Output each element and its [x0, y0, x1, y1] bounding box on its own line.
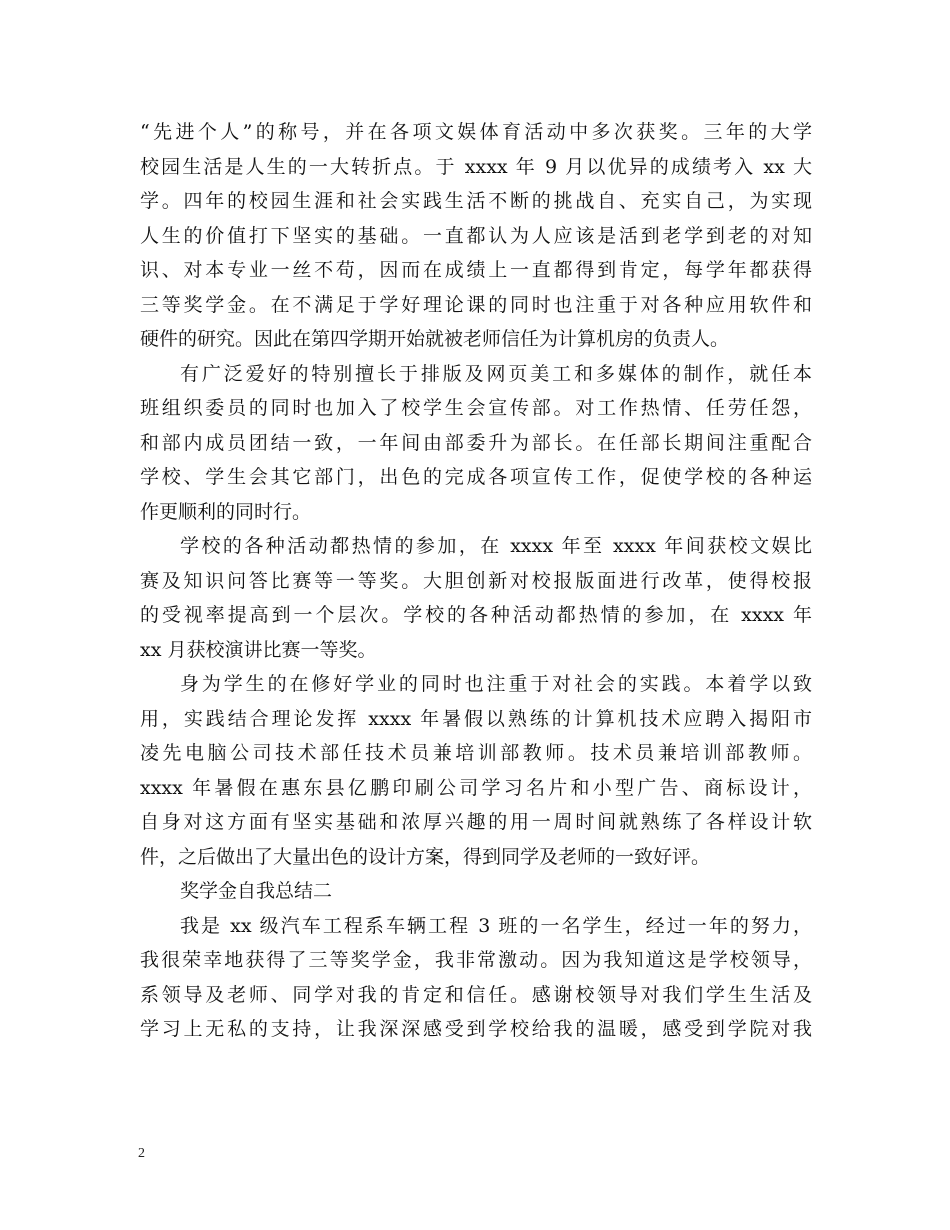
text-line: 作更顺利的同时行。 [140, 500, 312, 523]
section-heading: 奖学金自我总结二 [180, 880, 333, 902]
text-line: 身为学生的在修好学业的同时也注重于对社会的实践。本着学以致 [180, 673, 812, 695]
text-line: 人生的价值打下坚实的基础。一直都认为人应该是活到老学到老的对知 [140, 224, 812, 247]
text-line: 凌先电脑公司技术部任技术员兼培训部教师。技术员兼培训部教师。 [140, 742, 812, 764]
text-line: 学校的各种活动都热情的参加，在 xxxx 年至 xxxx 年间获校文娱比 [180, 535, 812, 557]
text-line: 学。四年的校园生涯和社会实践生活不断的挑战自、充实自己，为实现 [140, 190, 812, 212]
text-line: 和部内成员团结一致，一年间由部委升为部长。在任部长期间注重配合 [140, 431, 812, 454]
text-line: 校园生活是人生的一大转折点。于 xxxx 年 9 月以优异的成绩考入 xx 大 [140, 155, 812, 178]
text-line: 系领导及老师、同学对我的肯定和信任。感谢校领导对我们学生生活及 [140, 983, 812, 1006]
text-line: 自身对这方面有坚实基础和浓厚兴趣的用一周时间就熟练了各样设计软 [140, 811, 812, 833]
text-line: 三等奖学金。在不满足于学好理论课的同时也注重于对各种应用软件和 [140, 293, 812, 316]
text-line: 用，实践结合理论发挥 xxxx 年暑假以熟练的计算机技术应聘入揭阳市 [140, 707, 812, 730]
text-line: xx 月获校演讲比赛一等奖。 [140, 638, 377, 661]
text-line: 的受视率提高到一个层次。学校的各种活动都热情的参加，在 xxxx 年 [140, 604, 812, 626]
text-line: xxxx 年暑假在惠东县亿鹏印刷公司学习名片和小型广告、商标设计， [140, 776, 812, 799]
page-number: 2 [138, 1146, 145, 1161]
text-line: 学校、学生会其它部门，出色的完成各项宣传工作，促使学校的各种运 [140, 466, 812, 488]
text-line: “先进个人”的称号，并在各项文娱体育活动中多次获奖。三年的大学 [140, 121, 812, 143]
text-line: 识、对本专业一丝不苟，因而在成绩上一直都得到肯定，每学年都获得 [140, 259, 812, 281]
text-line: 硬件的研究。因此在第四学期开始就被老师信任为计算机房的负责人。 [140, 328, 730, 350]
text-line: 件，之后做出了大量出色的设计方案，得到同学及老师的一致好评。 [140, 845, 711, 868]
text-line: 赛及知识问答比赛等一等奖。大胆创新对校报版面进行改革，使得校报 [140, 569, 812, 592]
text-line: 我很荣幸地获得了三等奖学金，我非常激动。因为我知道这是学校领导， [140, 949, 812, 971]
text-line: 班组织委员的同时也加入了校学生会宣传部。对工作热情、任劳任怨， [140, 397, 812, 419]
text-line: 我是 xx 级汽车工程系车辆工程 3 班的一名学生，经过一年的努力， [180, 914, 812, 937]
text-line: 学习上无私的支持，让我深深感受到学校给我的温暖，感受到学院对我 [140, 1018, 812, 1040]
document-body [140, 115, 812, 1047]
text-line: 有广泛爱好的特别擅长于排版及网页美工和多媒体的制作，就任本 [180, 362, 812, 385]
